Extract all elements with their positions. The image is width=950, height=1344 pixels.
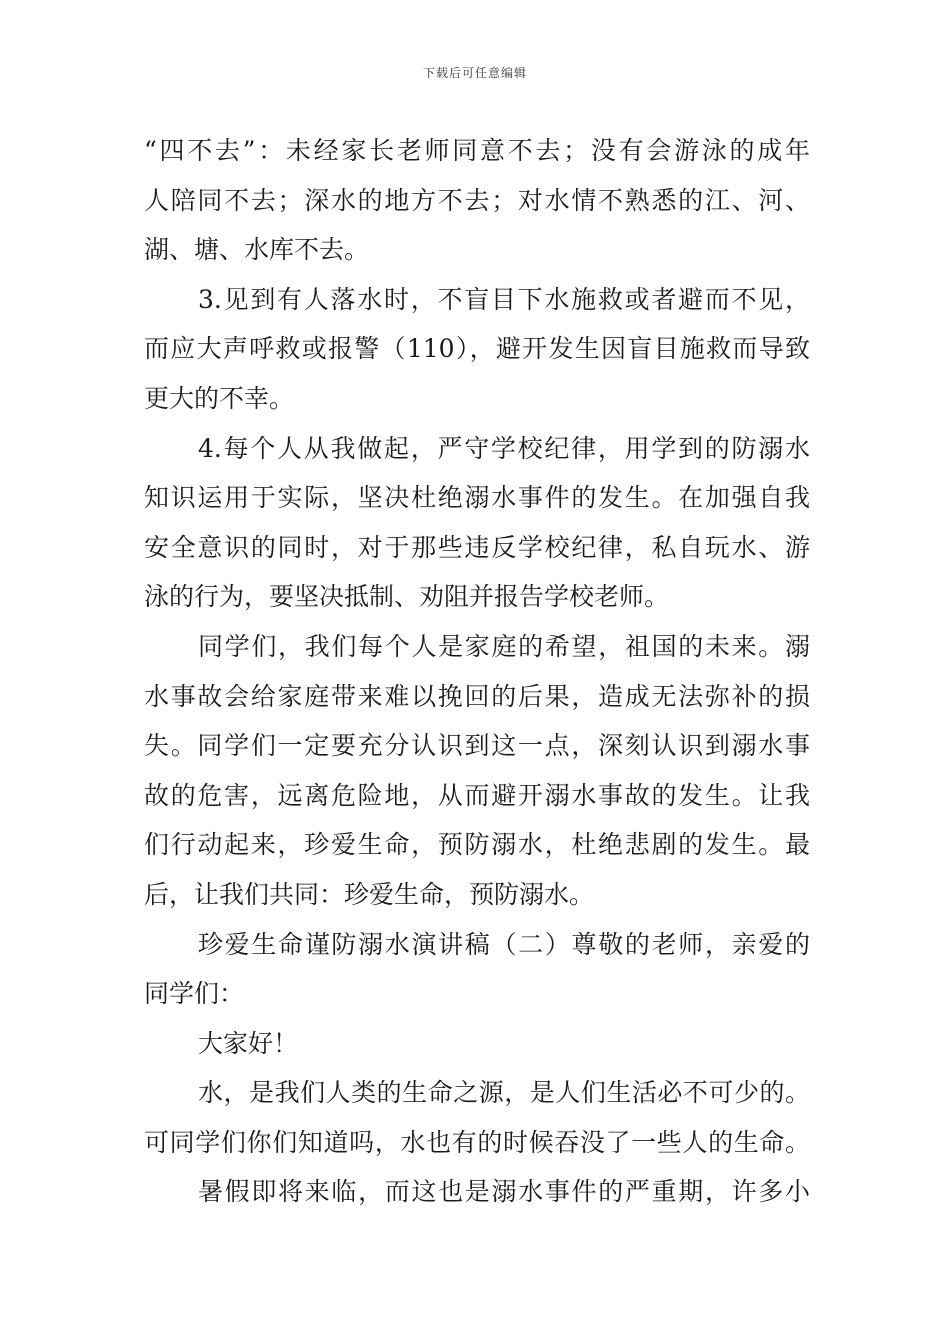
text-line: 湖、塘、水库不去。 [144,235,370,265]
text-line: 同学们： [144,979,245,1009]
text-line: “四不去”：未经家长老师同意不去；没有会游泳的成年 [144,136,810,165]
text-line: 人陪同不去；深水的地方不去；对水情不熟悉的江、河、 [144,185,810,215]
body-text [144,126,810,1217]
text-line: 们行动起来，珍爱生命，预防溺水，杜绝悲剧的发生。最 [144,830,810,860]
text-line: 暑假即将来临，而这也是溺水事件的严重期，许多小 [198,1177,810,1207]
text-line: 3.见到有人落水时，不盲目下水施救或者避而不见， [198,284,810,314]
text-line: 失。同学们一定要充分认识到这一点，深刻认识到溺水事 [144,731,810,761]
text-line: 而应大声呼救或报警（110），避开发生因盲目施救而导致 [144,334,810,364]
text-line: 安全意识的同时，对于那些违反学校纪律，私自玩水、游 [144,532,810,562]
text-line: 更大的不幸。 [144,383,295,413]
text-line: 4.每个人从我做起，严守学校纪律，用学到的防溺水 [198,433,810,463]
text-line: 大家好！ [198,1028,299,1058]
text-line: 故的危害，远离危险地，从而避开溺水事故的发生。让我 [144,780,810,810]
text-line: 水事故会给家庭带来难以挽回的后果，造成无法弥补的损 [144,681,810,711]
text-line: 同学们，我们每个人是家庭的希望，祖国的未来。溺 [198,631,810,661]
text-line: 泳的行为，要坚决抵制、劝阻并报告学校老师。 [144,582,670,612]
text-line: 水，是我们人类的生命之源，是人们生活必不可少的。 [198,1078,810,1108]
text-line: 知识运用于实际，坚决杜绝溺水事件的发生。在加强自我 [144,483,810,513]
text-line: 珍爱生命谨防溺水演讲稿（二）尊敬的老师，亲爱的 [198,929,810,959]
text-line: 可同学们你们知道吗，水也有的时候吞没了一些人的生命。 [144,1127,810,1157]
page-header: 下载后可任意编辑 [422,66,527,80]
text-line: 后，让我们共同：珍爱生命，预防溺水。 [144,879,595,909]
